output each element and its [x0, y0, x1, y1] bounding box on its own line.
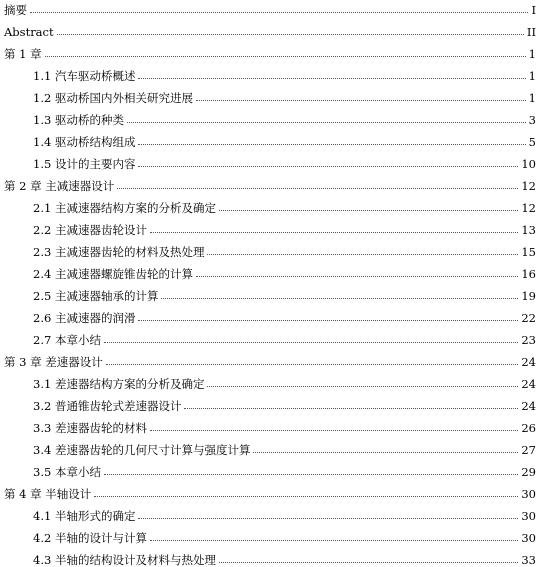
toc-entry-title: 3.2 普通锥齿轮式差速器设计: [33, 399, 182, 413]
toc-section-entry[interactable]: [0, 303, 540, 325]
toc-entry-title: 1.2 驱动桥国内外相关研究进展: [33, 91, 193, 105]
dot-leader: [196, 99, 526, 101]
toc-section-entry[interactable]: [0, 413, 540, 435]
dot-leader: [196, 275, 518, 277]
toc-section-entry[interactable]: [0, 215, 540, 237]
toc-entry-title: 2.6 主减速器的润滑: [33, 311, 136, 325]
toc-section-entry[interactable]: [0, 501, 540, 523]
toc-entry-title: 3.3 差速器齿轮的材料: [33, 421, 147, 435]
toc-entry-page-number: 27: [521, 443, 536, 457]
toc-section-entry[interactable]: [0, 369, 540, 391]
toc-entry-page-number: 24: [521, 399, 536, 413]
toc-entry-page-number: 22: [521, 311, 536, 325]
dot-leader: [150, 539, 518, 541]
toc-entry-page-number: 24: [521, 377, 536, 391]
dot-leader: [219, 209, 518, 211]
toc-section-entry[interactable]: [0, 105, 540, 127]
toc-section-entry[interactable]: [0, 83, 540, 105]
toc-entry-page-number: 1: [528, 69, 536, 83]
toc-entry-page-number: 26: [521, 421, 536, 435]
toc-entry-title: 第 4 章 半轴设计: [4, 487, 92, 501]
dot-leader: [45, 55, 526, 57]
dot-leader: [57, 33, 524, 35]
toc-chapter-entry[interactable]: [0, 479, 540, 501]
toc-entry-title: 4.2 半轴的设计与计算: [33, 531, 147, 545]
toc-entry-title: Abstract: [4, 25, 54, 39]
toc-section-entry[interactable]: [0, 237, 540, 259]
toc-section-entry[interactable]: [0, 127, 540, 149]
dot-leader: [104, 341, 518, 343]
toc-entry-page-number: 19: [521, 289, 536, 303]
toc-section-entry[interactable]: [0, 149, 540, 171]
toc-entry-title: 3.5 本章小结: [33, 465, 101, 479]
toc-section-entry[interactable]: [0, 61, 540, 83]
toc-section-entry[interactable]: [0, 457, 540, 479]
toc-entry-page-number: 5: [528, 135, 536, 149]
toc-entry-title: 3.1 差速器结构方案的分析及确定: [33, 377, 205, 391]
toc-entry-title: 摘要: [4, 3, 27, 17]
toc-entry-title: 1.4 驱动桥结构组成: [33, 135, 136, 149]
toc-chapter-entry[interactable]: [0, 39, 540, 61]
toc-entry-page-number: 10: [521, 157, 536, 171]
toc-entry-page-number: 12: [521, 179, 536, 193]
dot-leader: [138, 517, 518, 519]
dot-leader: [219, 561, 518, 563]
toc-entry-page-number: 30: [521, 509, 536, 523]
toc-entry-page-number: 24: [521, 355, 536, 369]
toc-entry-page-number: 1: [528, 47, 536, 61]
dot-leader: [253, 451, 518, 453]
dot-leader: [184, 407, 518, 409]
toc-entry-page-number: II: [526, 25, 536, 39]
toc-entry-title: 第 2 章 主减速器设计: [4, 179, 115, 193]
toc-entry-page-number: 1: [528, 91, 536, 105]
toc-entry-title: 4.1 半轴形式的确定: [33, 509, 136, 523]
toc-entry-page-number: 30: [521, 487, 536, 501]
toc-entry-title: 2.7 本章小结: [33, 333, 101, 347]
toc-entry-title: 2.4 主减速器螺旋锥齿轮的计算: [33, 267, 193, 281]
toc-chapter-entry[interactable]: [0, 171, 540, 193]
dot-leader: [138, 77, 525, 79]
dot-leader: [30, 11, 528, 13]
toc-entry-page-number: 29: [521, 465, 536, 479]
dot-leader: [150, 429, 518, 431]
toc-entry-title: 1.1 汽车驱动桥概述: [33, 69, 136, 83]
toc-entry-page-number: 33: [521, 553, 536, 567]
dot-leader: [94, 495, 518, 497]
toc-section-entry[interactable]: [0, 259, 540, 281]
toc-section-entry[interactable]: [0, 281, 540, 303]
dot-leader: [127, 121, 526, 123]
dot-leader: [207, 385, 518, 387]
toc-entry-page-number: 30: [521, 531, 536, 545]
dot-leader: [150, 231, 518, 233]
toc-entry-page-number: I: [531, 3, 536, 17]
toc-chapter-entry[interactable]: [0, 347, 540, 369]
dot-leader: [207, 253, 518, 255]
dot-leader: [138, 319, 518, 321]
toc-entry-title: 1.3 驱动桥的种类: [33, 113, 124, 127]
dot-leader: [138, 165, 518, 167]
toc-chapter-entry[interactable]: [0, 17, 540, 39]
toc-entry-title: 2.3 主减速器齿轮的材料及热处理: [33, 245, 205, 259]
toc-entry-title: 3.4 差速器齿轮的几何尺寸计算与强度计算: [33, 443, 251, 457]
toc-entry-title: 2.5 主减速器轴承的计算: [33, 289, 159, 303]
dot-leader: [104, 473, 518, 475]
toc-section-entry[interactable]: [0, 435, 540, 457]
toc-entry-page-number: 15: [521, 245, 536, 259]
toc-section-entry[interactable]: [0, 193, 540, 215]
toc-entry-title: 第 3 章 差速器设计: [4, 355, 103, 369]
toc-entry-title: 2.1 主减速器结构方案的分析及确定: [33, 201, 216, 215]
toc-section-entry[interactable]: [0, 325, 540, 347]
toc-entry-title: 1.5 设计的主要内容: [33, 157, 136, 171]
dot-leader: [106, 363, 519, 365]
toc-section-entry[interactable]: [0, 523, 540, 545]
toc-entry-title: 2.2 主减速器齿轮设计: [33, 223, 147, 237]
toc-entry-page-number: 23: [521, 333, 536, 347]
dot-leader: [117, 187, 518, 189]
toc-entry-title: 第 1 章: [4, 47, 42, 61]
dot-leader: [138, 143, 525, 145]
toc-entry-title: 4.3 半轴的结构设计及材料与热处理: [33, 553, 216, 567]
dot-leader: [161, 297, 518, 299]
toc-entry-page-number: 16: [521, 267, 536, 281]
toc-entry-page-number: 12: [521, 201, 536, 215]
toc-section-entry[interactable]: [0, 391, 540, 413]
toc-chapter-entry[interactable]: [0, 0, 540, 17]
toc-entry-page-number: 3: [528, 113, 536, 127]
toc-entry-page-number: 13: [521, 223, 536, 237]
